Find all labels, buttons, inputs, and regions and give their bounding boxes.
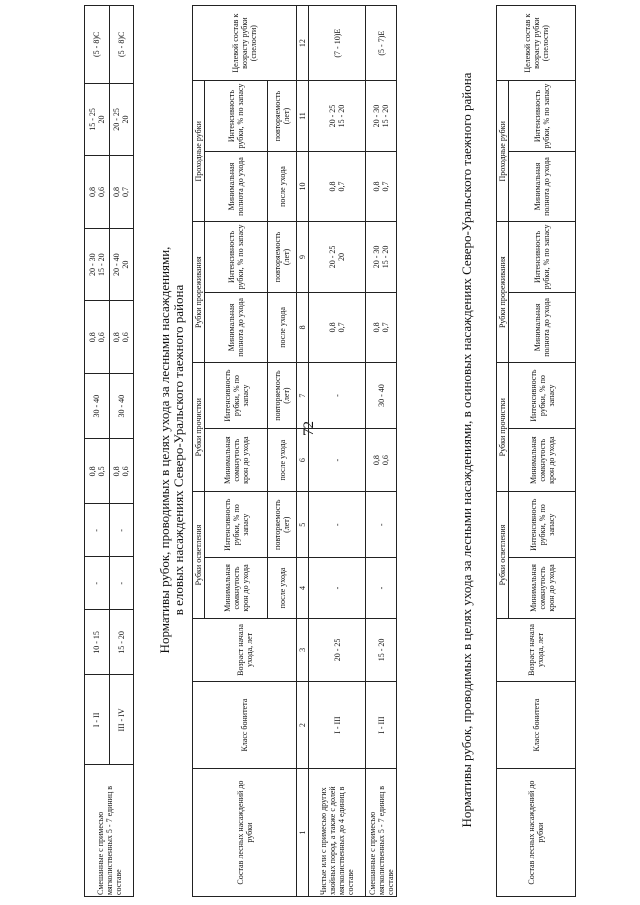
hdr-min-somk: Минимальная сомкнутость крон до ухода [509,429,576,492]
col-number: 5 [297,492,309,558]
row-cell: - [309,363,366,429]
fragment-cell: - [109,557,134,610]
hdr-intensity: Интенсивность рубки, % по запасу [509,222,576,292]
col-number: 6 [297,429,309,492]
col-number: 2 [297,682,309,769]
hdr-osv: Рубки осветления [497,492,509,618]
hdr-proch: Рубки прочистки [497,363,509,492]
hdr-bonitet: Класс бонитета [193,682,297,769]
col-number: 1 [297,769,309,897]
hdr-after: после ухода [268,151,297,221]
hdr-repeat: повторяемость (лет) [268,81,297,151]
row-target: (5 - 7)Е [366,6,397,81]
row-cell: 30 - 40 [366,363,397,429]
row-bonitet: I - III [366,682,397,769]
fragment-cell: 15 - 25 20 [85,83,110,156]
row-cell: 0,8 0,6 [366,429,397,492]
table1-title-line2: в еловых насаждениях Северо-Уральского таежного района [171,284,186,616]
table2-title: Нормативы рубок, проводимых в целях ухода за лесными насаждениями, в осиновых насаждениях Северо-Уральского таежного района [459,72,474,828]
hdr-target: Целевой состав к возрасту рубки (спелости) [193,6,297,81]
fragment-cell: - [85,504,110,557]
hdr-age: Возраст начала ухода, лет [497,618,576,681]
fragment-age: 10 - 15 [85,610,110,675]
hdr-prokhod: Проходные рубки [497,81,509,222]
hdr-min-somk: Минимальная сомкнутость крон до ухода [509,558,576,619]
hdr-repeat: повторяемость (лет) [268,363,297,429]
col-number: 8 [297,292,309,362]
fragment-target: (5 - 8)С [109,6,134,84]
hdr-proch: Рубки прочистки [193,363,205,492]
row-cell: 20 - 25 20 [309,222,366,292]
hdr-intensity: Интенсивность рубки, % по запасу [509,492,576,558]
row-age: 15 - 20 [366,618,397,681]
row-cell: 20 - 30 15 - 20 [366,81,397,151]
col-number: 4 [297,558,309,619]
fragment-cell: 20 - 30 15 - 20 [85,228,110,301]
table1-title-line1: Нормативы рубок, проводимых в целях ухода за лесными насаждениями, [157,246,172,654]
hdr-composition: Состав лесных насаждений до рубки [193,769,297,897]
fragment-cell: 0,8 0,5 [85,439,110,504]
table1-title [158,35,186,865]
row-cell: 0,8 0,7 [309,292,366,362]
row-cell: 0,8 0,7 [366,292,397,362]
fragment-cell: 0,8 0,6 [109,439,134,504]
fragment-cell: - [85,557,110,610]
hdr-intensity: Интенсивность рубки, % по запасу [205,222,268,292]
row-cell: 20 - 30 15 - 20 [366,222,397,292]
fragment-bonitet: I - II [85,675,110,765]
hdr-after: после ухода [268,558,297,619]
fragment-cell: 0,8 0,7 [109,156,134,229]
row-cell: - [366,558,397,619]
hdr-min-poln: Минимальная полнота до ухода [205,292,268,362]
hdr-after: после ухода [268,429,297,492]
col-number: 10 [297,151,309,221]
fragment-cell: 30 - 40 [109,374,134,439]
hdr-min-somk: Минимальная сомкнутость крон до ухода [205,558,268,619]
row-bonitet: I - III [309,682,366,769]
fragment-cell: 0,8 0,6 [85,301,110,374]
row-cell: - [309,558,366,619]
hdr-intensity: Интенсивность рубки, % по запасу [205,363,268,429]
hdr-intensity: Интенсивность рубки, % по запасу [509,363,576,429]
fragment-age: 15 - 20 [109,610,134,675]
fragment-cell: 0,8 0,6 [85,156,110,229]
fragment-cell: - [109,504,134,557]
row-cell: 0,8 0,7 [366,151,397,221]
hdr-bonitet: Класс бонитета [497,682,576,769]
fragment-cell: 20 - 40 20 [109,228,134,301]
hdr-intensity: Интенсивность рубки, % по запасу [205,81,268,151]
spruce-table [192,5,397,897]
hdr-repeat: повторяемость (лет) [268,492,297,558]
hdr-intensity: Интенсивность рубки, % по запасу [509,81,576,151]
hdr-intensity: Интенсивность рубки, % по запасу [205,492,268,558]
fragment-bonitet: III - IV [109,675,134,765]
fragment-target: (5 - 8)С [85,6,110,84]
fragment-cell: 0,8 0,6 [109,301,134,374]
hdr-min-somk: Минимальная сомкнутость крон до ухода [205,429,268,492]
fragment-table [84,5,134,897]
hdr-age: Возраст начала ухода, лет [193,618,297,681]
row-cell: - [366,492,397,558]
row-composition: Чистые или с примесью других хвойных пород, а также с долей мягколиственных до 4 единиц в составе [309,769,366,897]
hdr-prorezh: Рубки прореживания [193,222,205,363]
hdr-min-poln: Минимальная полнота до ухода [205,151,268,221]
hdr-repeat: повторяемость (лет) [268,222,297,292]
row-cell: 0,8 0,7 [309,151,366,221]
hdr-composition: Состав лесных насаждений до рубки [497,769,576,897]
row-cell: - [309,492,366,558]
row-composition: Смешанные с примесью мягколиственных 5 - 7 единиц в составе [366,769,397,897]
hdr-target: Целевой состав к возрасту рубки (спелости) [497,6,576,81]
hdr-min-poln: Минимальная полнота до ухода [509,151,576,221]
row-age: 20 - 25 [309,618,366,681]
hdr-after: после ухода [268,292,297,362]
fragment-cell: 20 - 25 20 [109,83,134,156]
fragment-composition: Смешанные с примесью мягколиственных 5 - 7 единиц в составе [85,765,134,897]
row-cell: 20 - 25 15 - 20 [309,81,366,151]
aspen-table [496,5,576,897]
hdr-prorezh: Рубки прореживания [497,222,509,363]
col-number: 11 [297,81,309,151]
col-number: 3 [297,618,309,681]
hdr-osv: Рубки осветления [193,492,205,618]
row-target: (7 - 10)Е [309,6,366,81]
fragment-cell: 30 - 40 [85,374,110,439]
page-number: 72 [301,421,317,436]
hdr-prokhod: Проходные рубки [193,81,205,222]
col-number: 9 [297,222,309,292]
hdr-min-poln: Минимальная полнота до ухода [509,292,576,362]
row-cell: - [309,429,366,492]
col-number: 12 [297,6,309,81]
col-number: 7 [297,363,309,429]
